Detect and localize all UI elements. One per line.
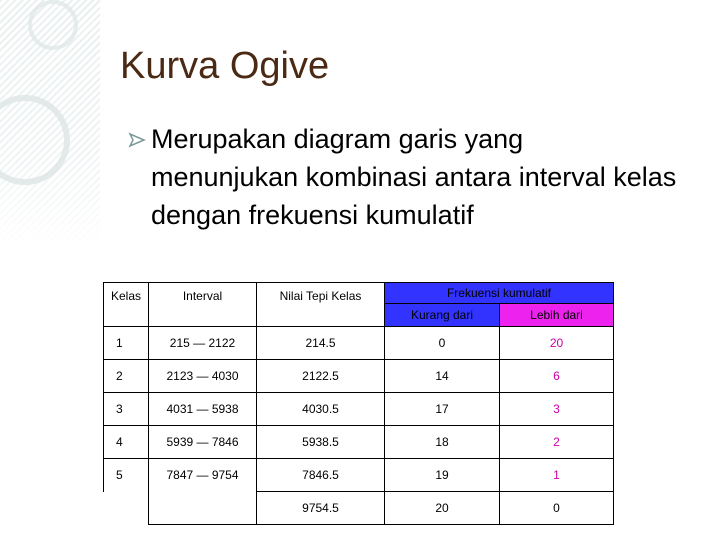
cell-kelas: 3	[104, 393, 149, 426]
header-kelas: Kelas	[104, 283, 149, 327]
header-kurang: Kurang dari	[385, 304, 500, 327]
cell-tepi: 5938.5	[257, 426, 385, 459]
header-interval: Interval	[149, 283, 257, 327]
bullet-paragraph	[151, 120, 711, 234]
cell-lebih: 1	[500, 459, 614, 492]
cell-kelas: 5	[104, 459, 149, 492]
cell-lebih: 0	[500, 492, 614, 525]
slide-title: Kurva Ogive	[120, 45, 330, 87]
table-row	[104, 459, 614, 492]
table-row	[104, 393, 614, 426]
cell-interval: 2123 — 4030	[149, 360, 257, 393]
table-row	[104, 360, 614, 393]
table-row	[104, 426, 614, 459]
cell-tepi: 9754.5	[257, 492, 385, 525]
cell-interval: 4031 — 5938	[149, 393, 257, 426]
table-row	[104, 492, 614, 525]
cell-tepi: 4030.5	[257, 393, 385, 426]
header-tepi: Nilai Tepi Kelas	[257, 283, 385, 327]
bullet-first-line: Merupakan diagram garis yang	[151, 124, 524, 154]
cell-interval: 215 — 2122	[149, 327, 257, 360]
cell-interval: 5939 — 7846	[149, 426, 257, 459]
cell-kelas: 1	[104, 327, 149, 360]
cell-kurang: 20	[385, 492, 500, 525]
cell-kurang: 14	[385, 360, 500, 393]
cell-kelas: 2	[104, 360, 149, 393]
cell-kelas: 4	[104, 426, 149, 459]
cell-interval: 7847 — 9754	[149, 459, 257, 492]
cell-lebih: 2	[500, 426, 614, 459]
bullet-rest: menunjukan kombinasi antara interval kelas dengan frekuensi kumulatif	[151, 162, 677, 230]
hollow-arrow-bullet-icon	[128, 132, 146, 153]
cell-tepi: 7846.5	[257, 459, 385, 492]
cell-kurang: 18	[385, 426, 500, 459]
header-frekuensi: Frekuensi kumulatif	[385, 283, 614, 304]
header-lebih: Lebih dari	[500, 304, 614, 327]
cell-interval-empty	[149, 492, 257, 525]
cell-tepi: 2122.5	[257, 360, 385, 393]
cell-kurang: 0	[385, 327, 500, 360]
cell-kurang: 17	[385, 393, 500, 426]
frequency-table	[103, 282, 614, 525]
table-row	[104, 327, 614, 360]
cell-lebih: 6	[500, 360, 614, 393]
cell-kurang: 19	[385, 459, 500, 492]
decorative-circle-small	[28, 0, 78, 50]
cell-kelas-empty	[104, 492, 149, 525]
cell-tepi: 214.5	[257, 327, 385, 360]
cell-lebih: 3	[500, 393, 614, 426]
cell-lebih: 20	[500, 327, 614, 360]
